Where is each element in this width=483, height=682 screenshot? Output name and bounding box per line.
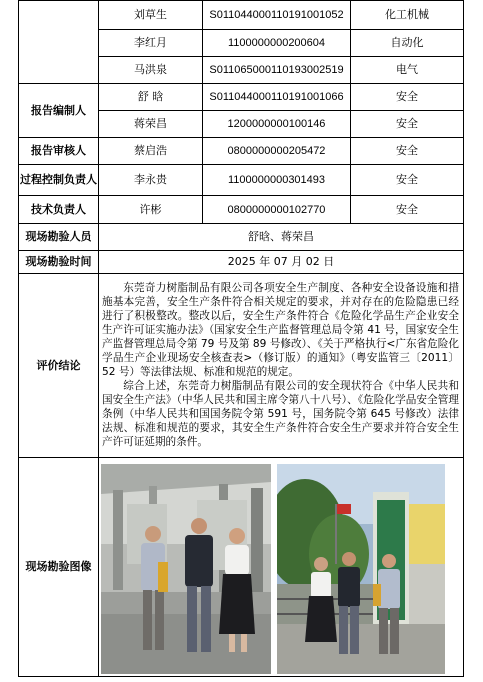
member-name: 刘草生 bbox=[99, 1, 203, 30]
member-major: 化工机械 bbox=[351, 1, 464, 30]
member-cert: 1100000000200604 bbox=[203, 30, 351, 57]
table-row bbox=[19, 196, 464, 224]
compiler-cert: S011044000110191001066 bbox=[203, 84, 351, 111]
member-name: 马洪泉 bbox=[99, 57, 203, 84]
table-row bbox=[19, 224, 464, 251]
table-row bbox=[19, 251, 464, 274]
reviewer-name: 蔡启浩 bbox=[99, 138, 203, 165]
table-row bbox=[19, 84, 464, 111]
process-controller-major: 安全 bbox=[351, 165, 464, 196]
process-controller-label: 过程控制负责人 bbox=[19, 165, 99, 196]
member-major: 电气 bbox=[351, 57, 464, 84]
conclusion-label: 评价结论 bbox=[19, 274, 99, 458]
member-major: 自动化 bbox=[351, 30, 464, 57]
tech-lead-name: 许彬 bbox=[99, 196, 203, 224]
conclusion-paragraph: 东莞奇力树脂制品有限公司各项安全生产制度、各种安全设备设施和措施基本完善，安全生产条件符合相关规定的要求，并对存在的危险隐患已经进行了积极整改。整改以后，安全生产条件符合《危险化学品生产企业安全生产许可证实施办法》（国家安全生产监督管理总局令第 41 号，国家安全生产监督管理总局令第 79 号及第 89 号修改）、《关于严格执行<广东省危险化学品生产企业现场安全核查表>（修订版）的通知》（粤安监管三〔2011〕52 号）等法律法规、标准和规范的规定。 bbox=[102, 282, 459, 378]
site-photo-workshop bbox=[101, 464, 271, 674]
tech-lead-label: 技术负责人 bbox=[19, 196, 99, 224]
reviewer-major: 安全 bbox=[351, 138, 464, 165]
table-row bbox=[19, 274, 464, 458]
site-photos-label: 现场勘验图像 bbox=[19, 458, 99, 677]
compiler-label: 报告编制人 bbox=[19, 84, 99, 138]
table-row bbox=[19, 165, 464, 196]
member-label-cell bbox=[19, 1, 99, 84]
reviewer-label: 报告审核人 bbox=[19, 138, 99, 165]
site-time-label: 现场勘验时间 bbox=[19, 251, 99, 274]
tech-lead-major: 安全 bbox=[351, 196, 464, 224]
compiler-major: 安全 bbox=[351, 111, 464, 138]
compiler-name: 舒 晗 bbox=[99, 84, 203, 111]
table-row bbox=[19, 1, 464, 30]
reviewer-cert: 0800000000205472 bbox=[203, 138, 351, 165]
conclusion-cell bbox=[99, 274, 464, 458]
evaluation-table bbox=[18, 0, 464, 677]
member-cert: S011044000110191001052 bbox=[203, 1, 351, 30]
site-staff-label: 现场勘验人员 bbox=[19, 224, 99, 251]
site-photo-gate bbox=[277, 464, 445, 674]
conclusion-paragraph: 综合上述，东莞奇力树脂制品有限公司的安全现状符合《中华人民共和国安全生产法》（中华人民共和国主席令第八十八号）、《危险化学品安全管理条例（中华人民共和国国务院令第 591 号，国务院令第 645 号修改）法律法规、标准和规范的要求，其安全生产条件符合安全生产要求并符合安全生产许可证延期的条件。 bbox=[102, 380, 459, 448]
table-row bbox=[19, 138, 464, 165]
member-name: 李红月 bbox=[99, 30, 203, 57]
process-controller-name: 李永贵 bbox=[99, 165, 203, 196]
site-photos-cell bbox=[99, 458, 464, 677]
tech-lead-cert: 0800000000102770 bbox=[203, 196, 351, 224]
compiler-major: 安全 bbox=[351, 84, 464, 111]
conclusion-text bbox=[99, 280, 463, 451]
process-controller-cert: 1100000000301493 bbox=[203, 165, 351, 196]
member-cert: S011065000110193002519 bbox=[203, 57, 351, 84]
table-row bbox=[19, 458, 464, 677]
site-time-value: 2025 年 07 月 02 日 bbox=[99, 251, 464, 274]
compiler-name: 蒋荣昌 bbox=[99, 111, 203, 138]
compiler-cert: 1200000000100146 bbox=[203, 111, 351, 138]
site-staff-value: 舒晗、蒋荣昌 bbox=[99, 224, 464, 251]
site-photos bbox=[99, 460, 463, 674]
